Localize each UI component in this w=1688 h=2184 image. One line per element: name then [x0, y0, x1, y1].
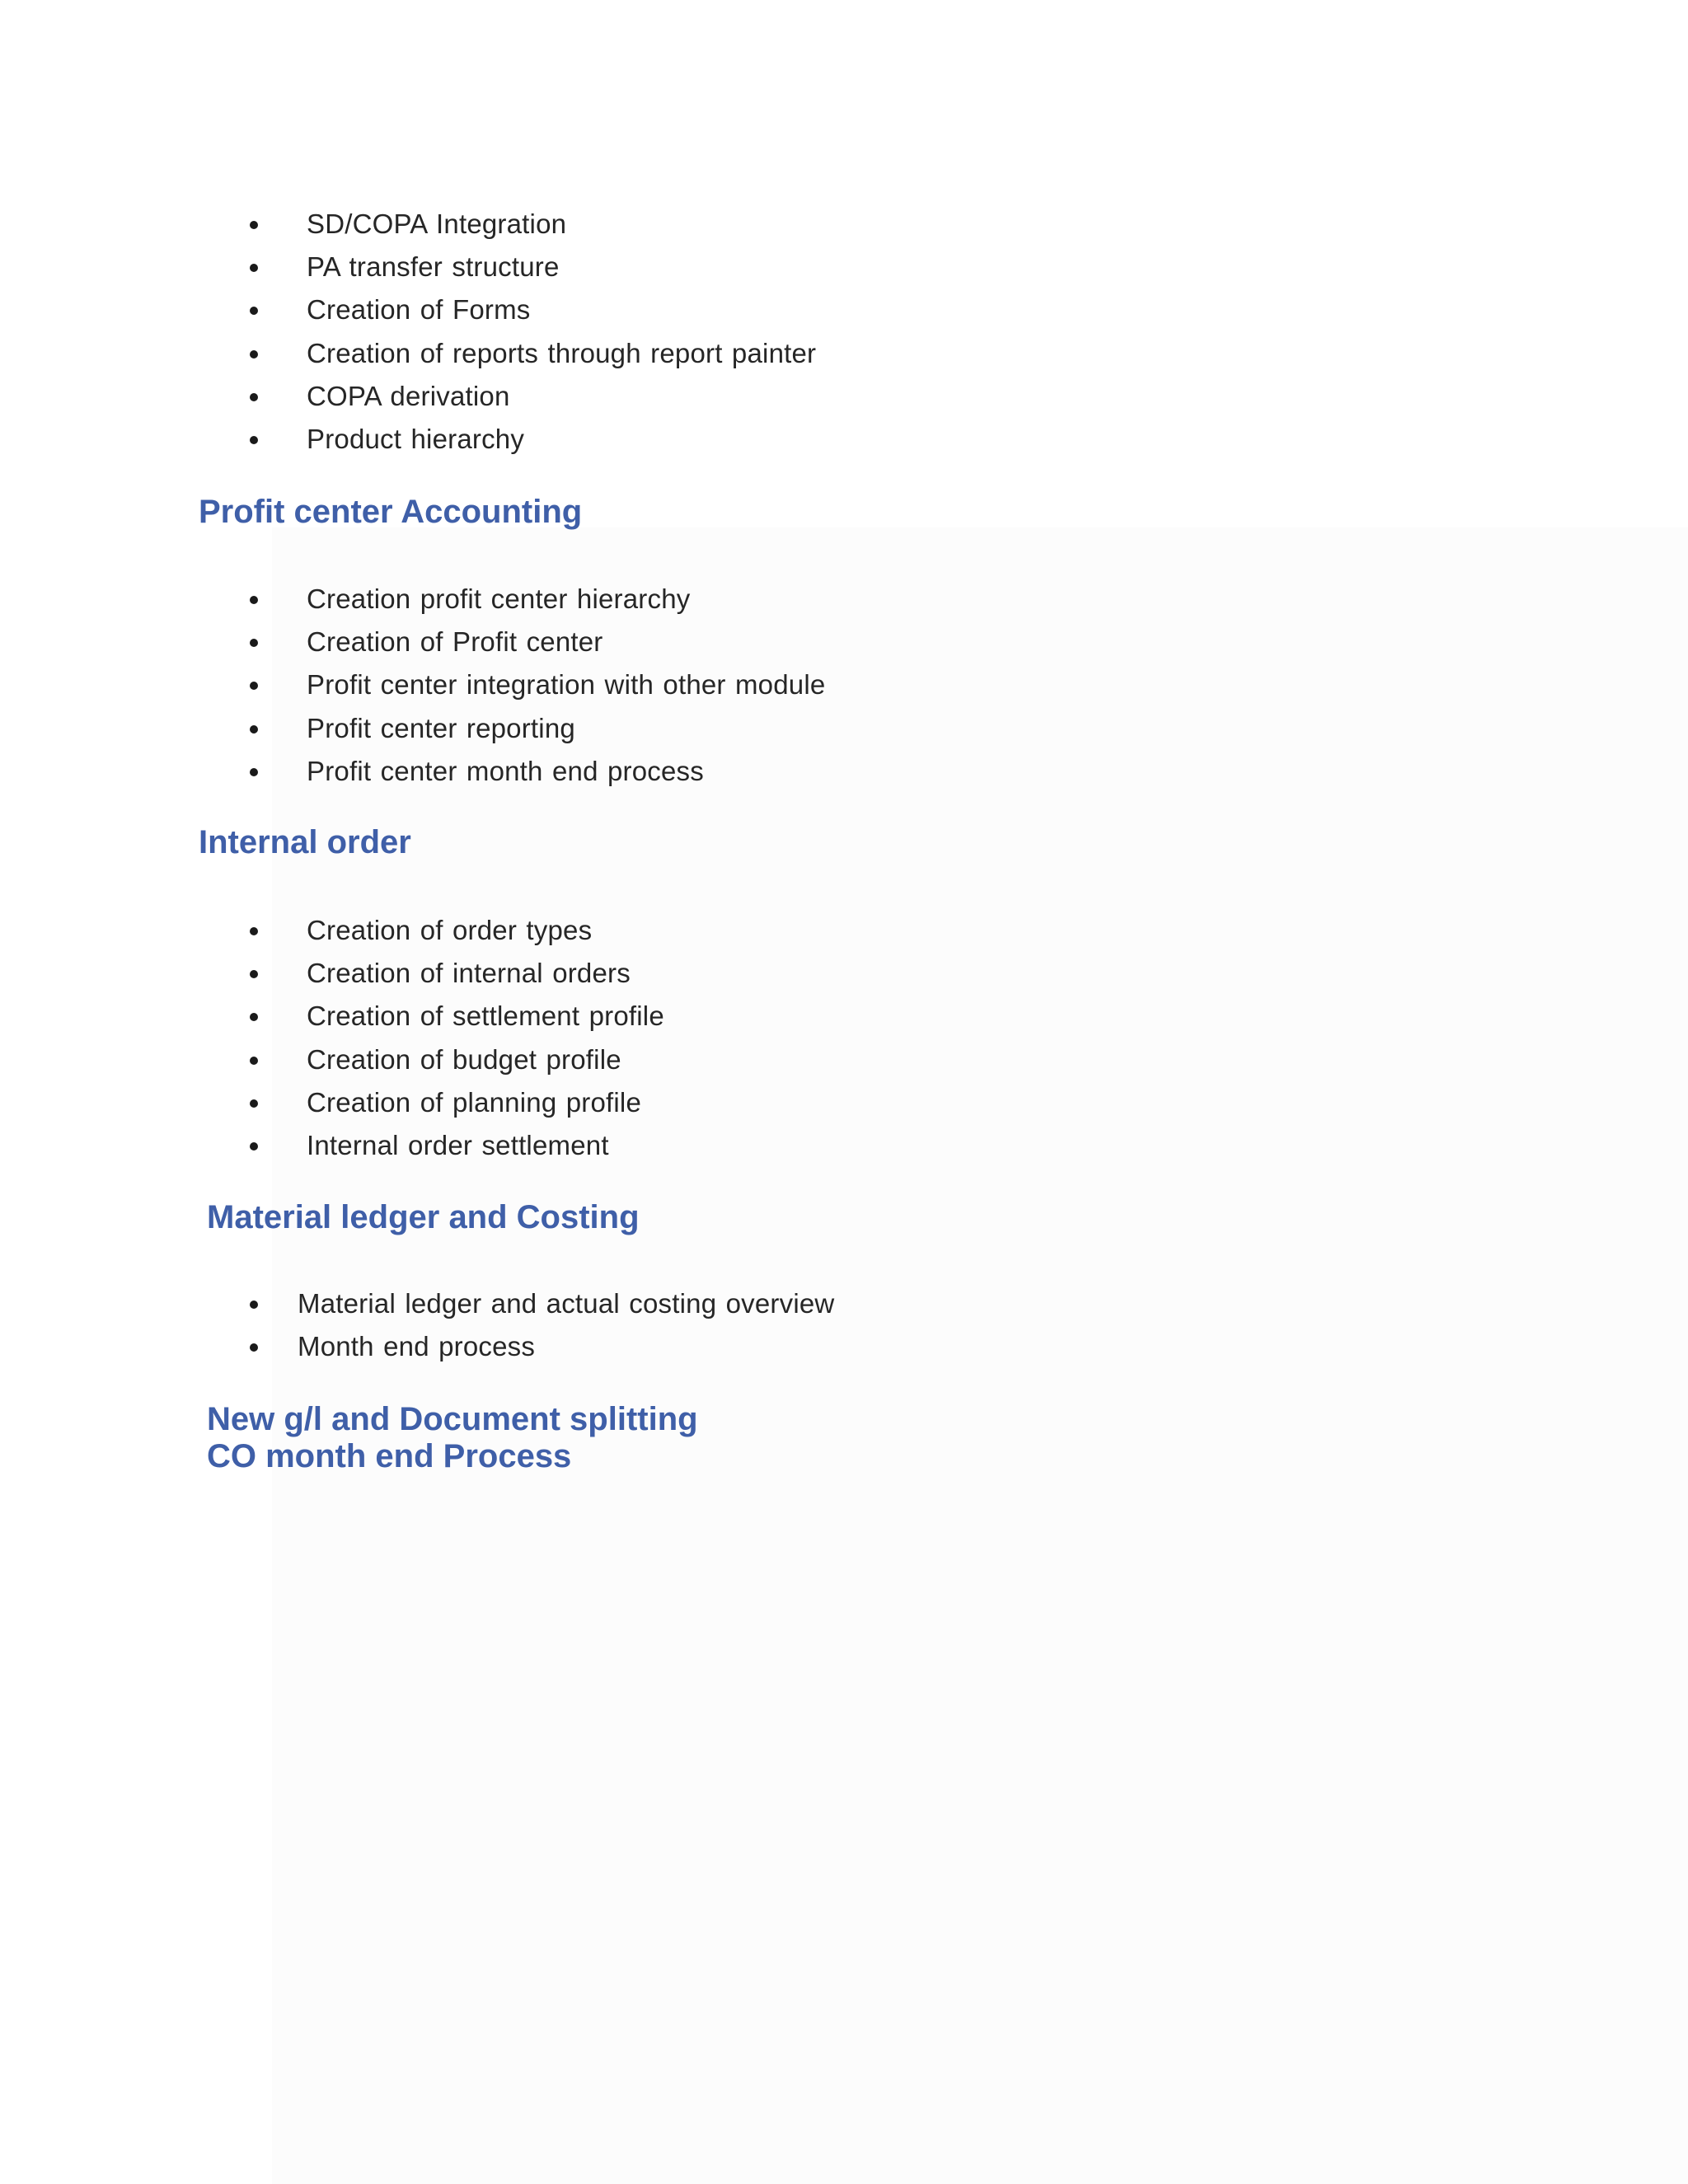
bullet-icon [250, 1142, 258, 1151]
section-heading-material-ledger: Material ledger and Costing [207, 1199, 640, 1235]
bullet-icon [250, 970, 258, 978]
bullet-icon [250, 927, 258, 935]
bullet-icon [250, 436, 258, 444]
bullet-icon [250, 682, 258, 690]
bullet-icon [250, 1301, 258, 1309]
bullet-icon [250, 725, 258, 733]
bullet-icon [250, 1013, 258, 1021]
bullet-icon [250, 768, 258, 776]
bullet-icon [250, 1343, 258, 1352]
bullet-icon [250, 264, 258, 272]
bullet-icon [250, 639, 258, 647]
bullet-icon [250, 1057, 258, 1065]
bullet-icon [250, 596, 258, 604]
section-heading-internal-order: Internal order [199, 824, 411, 860]
bullet-icon [250, 221, 258, 229]
section-heading-profit-center: Profit center Accounting [199, 494, 583, 530]
bullet-icon [250, 1099, 258, 1108]
bullet-icon [250, 393, 258, 401]
bullet-icon [250, 350, 258, 359]
section-heading-co-month-end: CO month end Process [207, 1438, 572, 1474]
section-heading-new-gl: New g/l and Document splitting [207, 1401, 698, 1437]
bullet-icon [250, 307, 258, 315]
